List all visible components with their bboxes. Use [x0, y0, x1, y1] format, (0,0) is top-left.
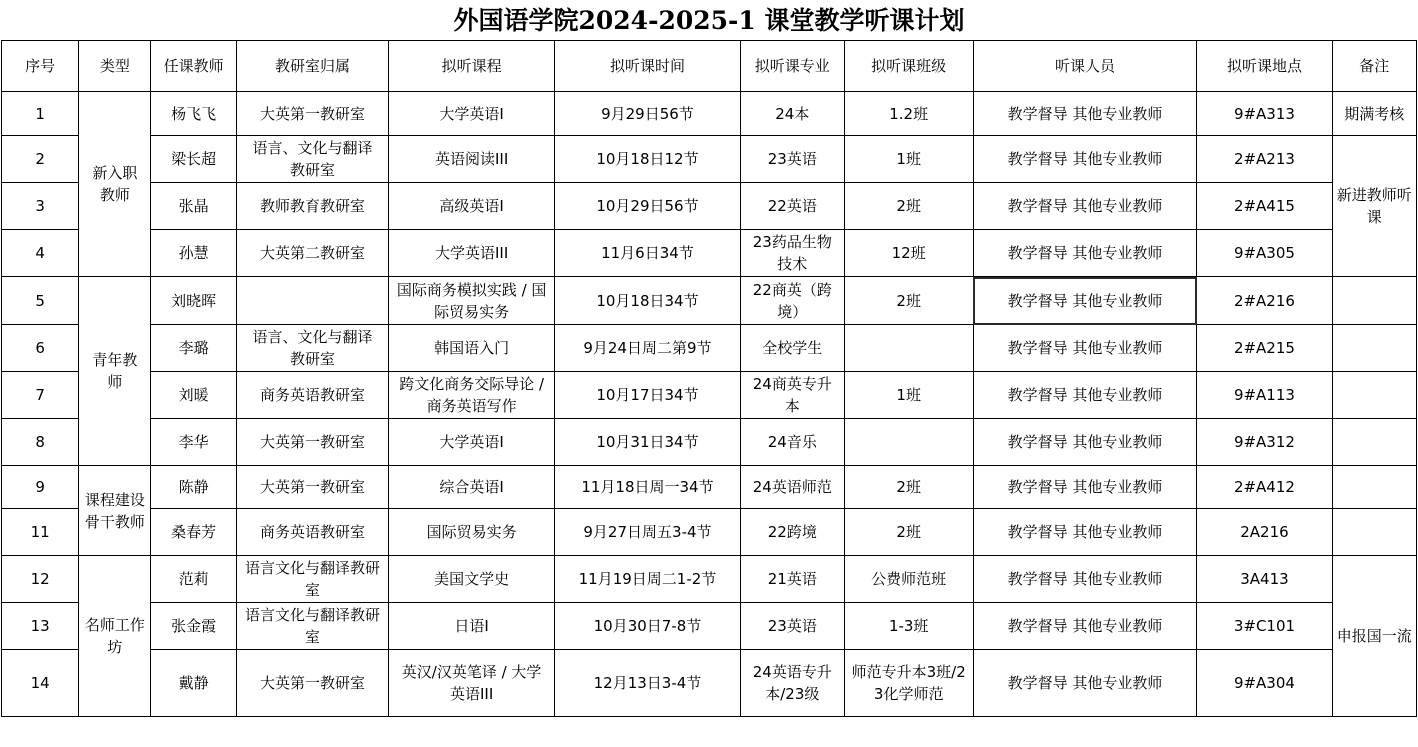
course-cell[interactable]: 美国文学史 — [389, 556, 555, 603]
observers-cell[interactable]: 教学督导 其他专业教师 — [973, 603, 1197, 650]
teacher-cell[interactable]: 李华 — [151, 419, 236, 466]
observers-cell-selected[interactable]: 教学督导 其他专业教师 — [973, 277, 1197, 325]
row-number[interactable]: 8 — [2, 419, 79, 466]
teacher-cell[interactable]: 孙慧 — [151, 230, 236, 277]
group-label: 青年教师 — [92, 351, 138, 391]
location-cell[interactable]: 2#A415 — [1197, 183, 1332, 230]
time-cell[interactable]: 9月29日56节 — [554, 92, 740, 136]
course-cell[interactable]: 韩国语入门 — [389, 325, 555, 372]
note-cell[interactable] — [1332, 372, 1416, 419]
teacher-cell[interactable]: 陈静 — [151, 466, 236, 509]
class-cell[interactable]: 1班 — [844, 372, 973, 419]
course-cell[interactable]: 大学英语I — [389, 92, 555, 136]
table-row — [2, 372, 1417, 419]
office-text: 语言文化与翻译教研室 — [245, 559, 381, 599]
teacher-cell[interactable]: 刘晓晖 — [151, 277, 236, 325]
note-cell[interactable] — [1332, 325, 1416, 372]
location-cell[interactable]: 2#A216 — [1197, 277, 1332, 325]
class-cell[interactable] — [844, 650, 973, 717]
major-text: 23药品生物技术 — [752, 233, 832, 273]
major-text: 24英语专升本/23级 — [752, 663, 832, 703]
note-cell[interactable]: 期满考核 — [1332, 92, 1416, 136]
time-cell[interactable]: 10月30日7-8节 — [554, 603, 740, 650]
time-cell[interactable]: 9月24日周二第9节 — [554, 325, 740, 372]
header-cell: 拟听课程 — [389, 41, 555, 92]
office-cell[interactable] — [236, 136, 388, 183]
major-cell[interactable]: 21英语 — [740, 556, 844, 603]
teacher-cell[interactable]: 范莉 — [151, 556, 236, 603]
table-row — [2, 419, 1417, 466]
teacher-cell[interactable]: 李璐 — [151, 325, 236, 372]
office-cell[interactable]: 大英第一教研室 — [236, 650, 388, 717]
header-cell: 拟听课专业 — [740, 41, 844, 92]
time-cell[interactable]: 10月31日34节 — [554, 419, 740, 466]
row-number[interactable]: 2 — [2, 136, 79, 183]
row-number[interactable]: 3 — [2, 183, 79, 230]
group-label: 课程建设骨干教师 — [84, 490, 145, 531]
location-cell[interactable]: 2#A215 — [1197, 325, 1332, 372]
course-text: 跨文化商务交际导论 / 商务英语写作 — [399, 375, 545, 415]
major-text: 24商英专升本 — [752, 375, 832, 415]
header-row — [2, 41, 1417, 92]
time-cell[interactable]: 10月18日12节 — [554, 136, 740, 183]
office-cell[interactable]: 商务英语教研室 — [236, 372, 388, 419]
course-cell[interactable]: 高级英语I — [389, 183, 555, 230]
note-cell[interactable] — [1332, 466, 1416, 509]
row-number[interactable]: 14 — [2, 650, 79, 717]
row-number[interactable]: 6 — [2, 325, 79, 372]
major-cell[interactable] — [740, 372, 844, 419]
time-cell[interactable]: 9月27日周五3-4节 — [554, 509, 740, 556]
table-row — [2, 230, 1417, 277]
office-text: 语言文化与翻译教研室 — [245, 606, 381, 646]
major-cell[interactable] — [740, 650, 844, 717]
class-cell[interactable]: 1.2班 — [844, 92, 973, 136]
course-cell[interactable]: 英语阅读III — [389, 136, 555, 183]
course-text: 国际商务模拟实践 / 国际贸易实务 — [396, 280, 547, 321]
row-number[interactable]: 13 — [2, 603, 79, 650]
major-cell[interactable]: 24音乐 — [740, 419, 844, 466]
major-cell[interactable]: 24本 — [740, 92, 844, 136]
office-text: 语言、文化与翻译教研室 — [252, 328, 373, 368]
course-cell[interactable] — [389, 372, 555, 419]
teacher-cell[interactable]: 张晶 — [151, 183, 236, 230]
observers-cell[interactable]: 教学督导 其他专业教师 — [973, 556, 1197, 603]
office-cell[interactable]: 商务英语教研室 — [236, 509, 388, 556]
location-cell[interactable]: 3#C101 — [1197, 603, 1332, 650]
group-cell[interactable] — [79, 92, 151, 277]
observers-cell[interactable]: 教学督导 其他专业教师 — [973, 509, 1197, 556]
class-cell[interactable]: 2班 — [844, 277, 973, 325]
major-cell[interactable]: 24英语师范 — [740, 466, 844, 509]
header-cell: 序号 — [2, 41, 79, 92]
note-text: 申报国一流 — [1336, 627, 1412, 645]
course-cell[interactable]: 大学英语I — [389, 419, 555, 466]
major-cell[interactable]: 23英语 — [740, 136, 844, 183]
note-cell[interactable] — [1332, 136, 1416, 277]
table-row — [2, 603, 1417, 650]
office-cell[interactable] — [236, 556, 388, 603]
class-cell[interactable]: 12班 — [844, 230, 973, 277]
note-cell[interactable] — [1332, 509, 1416, 556]
table-row — [2, 325, 1417, 372]
office-cell[interactable]: 大英第二教研室 — [236, 230, 388, 277]
class-cell[interactable]: 1-3班 — [844, 603, 973, 650]
time-cell[interactable]: 11月18日周一34节 — [554, 466, 740, 509]
class-cell[interactable] — [844, 325, 973, 372]
header-cell: 拟听课班级 — [844, 41, 973, 92]
note-cell[interactable] — [1332, 556, 1416, 717]
row-number[interactable]: 11 — [2, 509, 79, 556]
header-cell: 教研室归属 — [236, 41, 388, 92]
location-cell[interactable]: 9#A113 — [1197, 372, 1332, 419]
teacher-cell[interactable]: 刘暖 — [151, 372, 236, 419]
teacher-cell[interactable]: 梁长超 — [151, 136, 236, 183]
time-cell[interactable]: 12月13日3-4节 — [554, 650, 740, 717]
time-cell[interactable]: 10月17日34节 — [554, 372, 740, 419]
course-cell[interactable]: 国际贸易实务 — [389, 509, 555, 556]
course-cell[interactable] — [389, 277, 555, 325]
observers-cell[interactable]: 教学督导 其他专业教师 — [973, 372, 1197, 419]
teacher-cell[interactable]: 戴静 — [151, 650, 236, 717]
row-number[interactable]: 5 — [2, 277, 79, 325]
class-text: 师范专升本3班/23化学师范 — [851, 663, 966, 703]
location-cell[interactable]: 9#A312 — [1197, 419, 1332, 466]
location-cell[interactable]: 2#A412 — [1197, 466, 1332, 509]
observers-cell[interactable]: 教学督导 其他专业教师 — [973, 466, 1197, 509]
note-text: 新进教师听课 — [1336, 186, 1412, 226]
row-number[interactable]: 7 — [2, 372, 79, 419]
office-cell[interactable] — [236, 277, 388, 325]
office-cell[interactable] — [236, 603, 388, 650]
table-row — [2, 136, 1417, 183]
location-cell[interactable]: 9#A304 — [1197, 650, 1332, 717]
group-label: 名师工作坊 — [84, 616, 145, 656]
table-row — [2, 92, 1417, 136]
group-label: 新入职教师 — [92, 164, 138, 204]
course-cell[interactable]: 大学英语III — [389, 230, 555, 277]
header-cell: 拟听课地点 — [1197, 41, 1332, 92]
location-cell[interactable]: 2#A213 — [1197, 136, 1332, 183]
office-cell[interactable]: 大英第一教研室 — [236, 419, 388, 466]
teacher-cell[interactable]: 桑春芳 — [151, 509, 236, 556]
office-cell[interactable]: 教师教育教研室 — [236, 183, 388, 230]
header-cell: 类型 — [79, 41, 151, 92]
major-text: 22商英（跨境） — [752, 280, 832, 321]
location-cell[interactable]: 2A216 — [1197, 509, 1332, 556]
table-row — [2, 509, 1417, 556]
major-cell[interactable]: 23英语 — [740, 603, 844, 650]
office-text: 语言、文化与翻译教研室 — [252, 139, 373, 179]
course-cell[interactable]: 日语I — [389, 603, 555, 650]
class-cell[interactable]: 2班 — [844, 183, 973, 230]
time-cell[interactable]: 11月6日34节 — [554, 230, 740, 277]
note-cell[interactable] — [1332, 419, 1416, 466]
header-cell: 拟听课时间 — [554, 41, 740, 92]
group-cell[interactable] — [79, 466, 151, 556]
observers-cell[interactable]: 教学督导 其他专业教师 — [973, 230, 1197, 277]
observers-cell[interactable]: 教学督导 其他专业教师 — [973, 183, 1197, 230]
row-number[interactable]: 4 — [2, 230, 79, 277]
table-row — [2, 277, 1417, 325]
teacher-cell[interactable]: 杨飞飞 — [151, 92, 236, 136]
header-cell: 备注 — [1332, 41, 1416, 92]
location-cell[interactable]: 9#A313 — [1197, 92, 1332, 136]
row-number[interactable]: 1 — [2, 92, 79, 136]
row-number[interactable]: 12 — [2, 556, 79, 603]
table-row — [2, 466, 1417, 509]
table-row — [2, 556, 1417, 603]
observers-cell[interactable]: 教学督导 其他专业教师 — [973, 419, 1197, 466]
major-cell[interactable]: 22英语 — [740, 183, 844, 230]
location-cell[interactable]: 3A413 — [1197, 556, 1332, 603]
course-cell[interactable]: 综合英语I — [389, 466, 555, 509]
teacher-cell[interactable]: 张金霞 — [151, 603, 236, 650]
class-cell[interactable] — [844, 419, 973, 466]
group-cell[interactable] — [79, 277, 151, 466]
header-cell: 听课人员 — [973, 41, 1197, 92]
office-cell[interactable]: 大英第一教研室 — [236, 466, 388, 509]
observers-cell[interactable]: 教学督导 其他专业教师 — [973, 650, 1197, 717]
table-row — [2, 650, 1417, 717]
major-cell[interactable] — [740, 277, 844, 325]
course-text: 英汉/汉英笔译 / 大学英语III — [401, 663, 542, 703]
course-cell[interactable] — [389, 650, 555, 717]
time-cell[interactable]: 11月19日周二1-2节 — [554, 556, 740, 603]
table-row — [2, 183, 1417, 230]
class-cell[interactable]: 公费师范班 — [844, 556, 973, 603]
class-cell[interactable]: 1班 — [844, 136, 973, 183]
row-number[interactable]: 9 — [2, 466, 79, 509]
office-cell[interactable] — [236, 325, 388, 372]
major-cell[interactable] — [740, 230, 844, 277]
header-cell: 任课教师 — [151, 41, 236, 92]
page-title: 外国语学院2024-2025-1 课堂教学听课计划 — [453, 6, 965, 35]
time-cell[interactable]: 10月29日56节 — [554, 183, 740, 230]
observers-cell[interactable]: 教学督导 其他专业教师 — [973, 136, 1197, 183]
observers-cell[interactable]: 教学督导 其他专业教师 — [973, 325, 1197, 372]
lecture-plan-table — [1, 40, 1417, 717]
major-cell[interactable]: 22跨境 — [740, 509, 844, 556]
major-cell[interactable]: 全校学生 — [740, 325, 844, 372]
observers-cell[interactable]: 教学督导 其他专业教师 — [973, 92, 1197, 136]
class-cell[interactable]: 2班 — [844, 509, 973, 556]
group-cell[interactable] — [79, 556, 151, 717]
office-cell[interactable]: 大英第一教研室 — [236, 92, 388, 136]
location-cell[interactable]: 9#A305 — [1197, 230, 1332, 277]
note-cell[interactable] — [1332, 277, 1416, 325]
class-cell[interactable]: 2班 — [844, 466, 973, 509]
time-cell[interactable]: 10月18日34节 — [554, 277, 740, 325]
